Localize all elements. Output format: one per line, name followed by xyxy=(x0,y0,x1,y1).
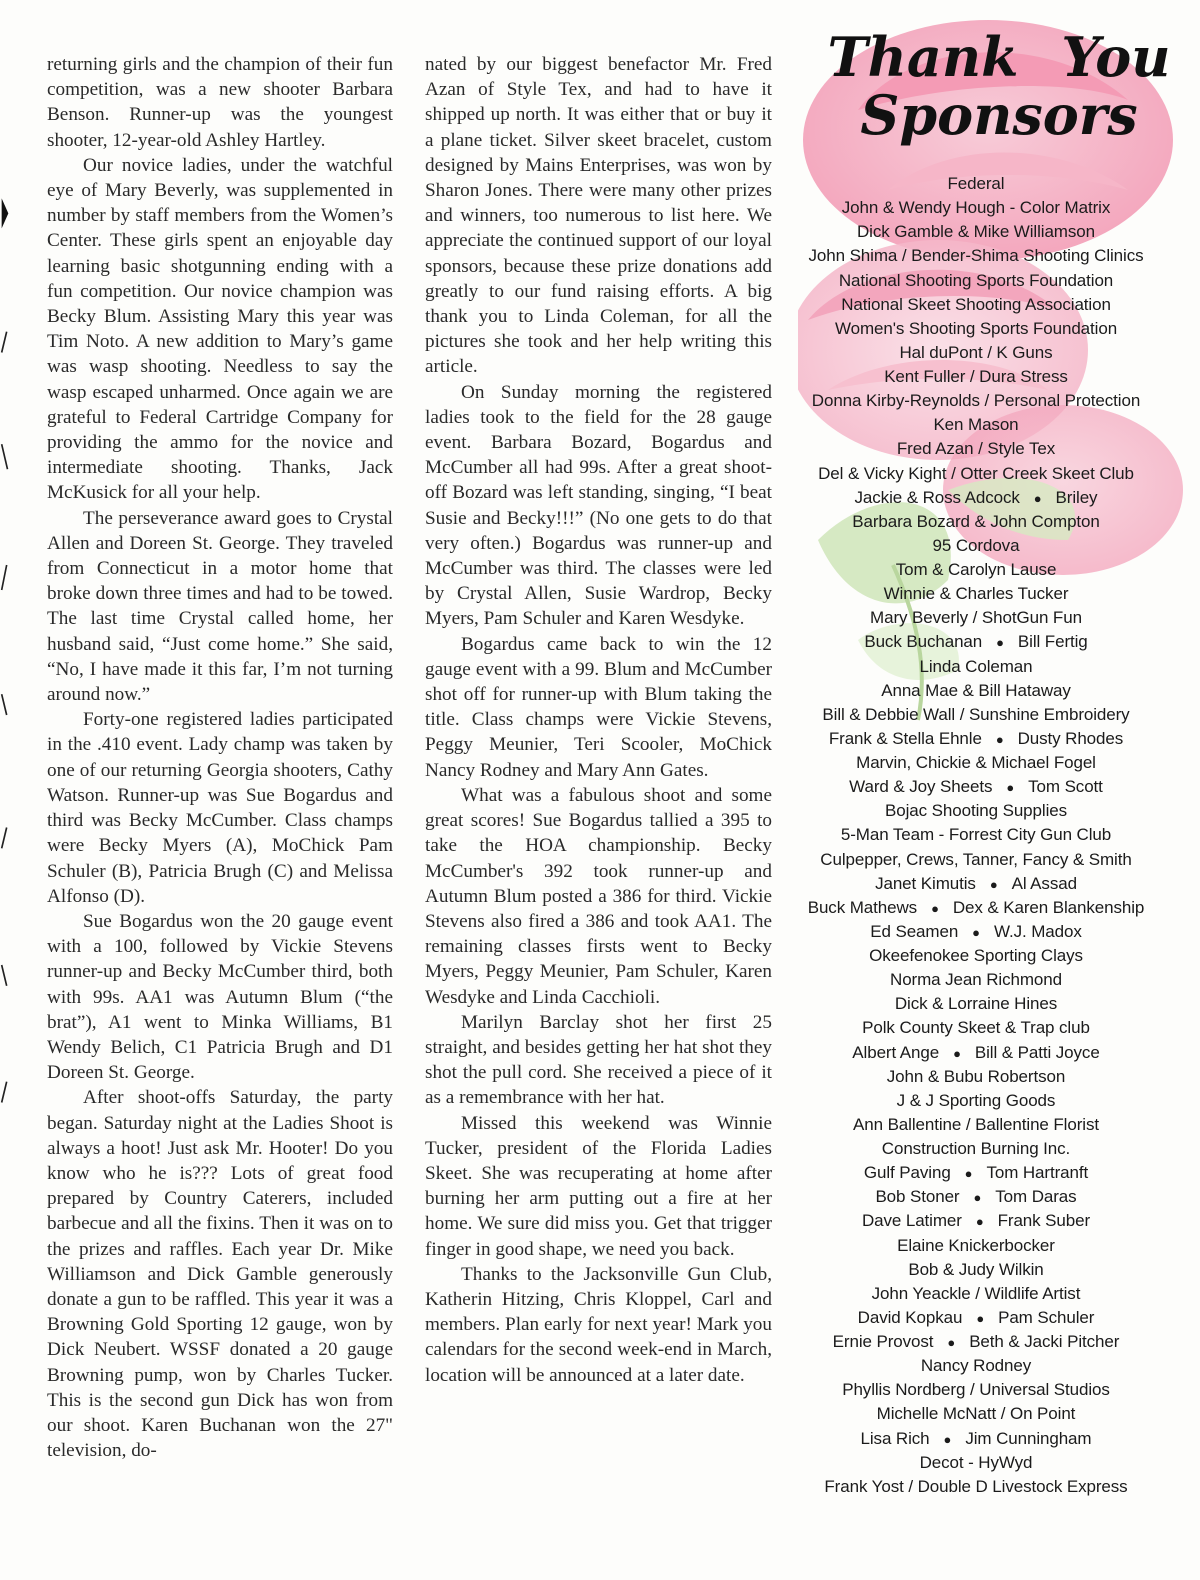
sponsor-item xyxy=(798,1161,1154,1185)
sponsor-item xyxy=(798,920,1154,944)
sponsor-name: Barbara Bozard & John Compton xyxy=(852,511,1100,531)
paragraph: The perseverance award goes to Crystal Allen and Doreen St. George. They traveled from Connecticut in a motor home that broke down three times and had to be towed. The last time Crystal called home, her husband said, “Just come home.” She said, “No, I have made it this far, I’m not turning around now.” xyxy=(47,507,393,706)
sponsor-name: Norma Jean Richmond xyxy=(890,970,1062,990)
sponsor-name: Tom & Carolyn Lause xyxy=(895,560,1057,579)
sponsor-name: Frank Yost / Double D Livestock Express xyxy=(824,1476,1128,1496)
sponsor-name: Lisa Rich xyxy=(860,1428,930,1448)
sponsor-name: Linda Coleman xyxy=(919,656,1033,676)
sponsor-item xyxy=(798,1234,1154,1258)
sponsor-name: Bob & Judy Wilkin xyxy=(908,1259,1044,1279)
sponsor-name: Beth & Jacki Pitcher xyxy=(969,1332,1120,1351)
sponsor-item xyxy=(798,437,1154,461)
sponsor-name: Bill & Patti Joyce xyxy=(974,1042,1100,1062)
sponsor-item xyxy=(798,558,1154,582)
article-column-2 xyxy=(425,52,772,1388)
sponsor-item xyxy=(798,823,1154,847)
sponsor-name: National Skeet Shooting Association xyxy=(841,294,1111,314)
bullet-separator: ● xyxy=(943,1431,952,1447)
sponsor-item xyxy=(798,510,1154,534)
sponsor-name: Dex & Karen Blankenship xyxy=(952,897,1145,917)
sponsor-name: Gulf Paving xyxy=(863,1163,951,1183)
sponsor-item xyxy=(798,172,1154,196)
sponsor-name: Michelle McNatt / On Point xyxy=(876,1404,1076,1424)
sponsor-name: Ann Ballentine / Ballentine Florist xyxy=(853,1114,1099,1134)
sponsor-name: Dick Gamble & Mike Williamson xyxy=(857,222,1095,242)
sponsor-name: John & Wendy Hough - Color Matrix xyxy=(841,198,1111,218)
sponsor-item xyxy=(798,462,1154,486)
sponsor-name: Tom Scott xyxy=(1028,777,1103,797)
sponsor-name: Tom Daras xyxy=(995,1187,1077,1207)
paragraph: Forty-one registered ladies participated in the .410 event. Lady champ was taken by one of our returning Georgia shooters, Cathy Watson. Runner-up was Sue Bogardus and third was Becky McCumber. Class champs were Becky Myers (A), MoChick Pam Schuler (B), Patricia Brugh (C) and Melissa Alfonso (D). xyxy=(47,709,393,907)
sponsor-item xyxy=(798,799,1154,823)
sponsor-name: John & Bubu Robertson xyxy=(886,1066,1066,1086)
sponsor-name: Construction Burning Inc. xyxy=(881,1139,1071,1158)
binding-marks xyxy=(0,90,10,1390)
sponsor-item xyxy=(798,751,1154,775)
sponsor-item xyxy=(798,1402,1154,1426)
sponsor-name: Tom Hartranft xyxy=(986,1163,1089,1183)
sponsor-item xyxy=(798,896,1154,920)
sponsor-item xyxy=(798,606,1154,630)
sponsor-item xyxy=(798,968,1154,992)
bullet-separator: ● xyxy=(1033,490,1042,506)
sponsor-item xyxy=(798,293,1154,317)
bullet-separator: ● xyxy=(989,876,998,892)
sponsor-name: Dave Latimer xyxy=(861,1211,962,1231)
sponsor-name: John Shima / Bender-Shima Shooting Clinics xyxy=(808,246,1144,266)
sponsor-name: Frank Suber xyxy=(997,1211,1091,1231)
sponsor-item xyxy=(798,341,1154,365)
sponsors-panel xyxy=(798,20,1200,1550)
bullet-separator: ● xyxy=(975,1214,984,1230)
sponsor-item xyxy=(798,1137,1154,1161)
sponsor-item xyxy=(798,1089,1154,1113)
sponsor-item xyxy=(798,630,1154,654)
sponsor-name: Dusty Rhodes xyxy=(1017,728,1124,748)
paragraph: What was a fabulous shoot and some great scores! Sue Bogardus tallied a 395 to take the HOA championship. Becky McCumber's 392 took runner-up and Autumn Blum posted a 386 for third. Vickie Stevens also fired a 386 and took AA1. The remaining classes firsts went to Becky Myers, Peggy Meunier, Pam Schuler, Karen Wesdyke and Linda Cacchioli. xyxy=(425,784,772,1008)
paragraph: Marilyn Barclay shot her first 25 straight, and besides getting her hat shot they shot the pull cord. She received a piece of it as a remembrance with her hat. xyxy=(425,1011,772,1109)
sponsor-item xyxy=(798,486,1154,510)
sponsor-item xyxy=(798,1016,1154,1040)
sponsor-name: Dick & Lorraine Hines xyxy=(894,994,1058,1014)
sponsor-name: Women's Shooting Sports Foundation xyxy=(834,318,1118,338)
sponsor-item xyxy=(798,1306,1154,1330)
sponsor-name: Ken Mason xyxy=(933,415,1019,435)
sponsor-name: Albert Ange xyxy=(852,1042,940,1062)
sponsor-item xyxy=(798,196,1154,220)
sponsor-name: Ward & Joy Sheets xyxy=(849,777,993,797)
sponsor-item xyxy=(798,1427,1154,1451)
sponsor-name: Al Assad xyxy=(1011,873,1077,893)
sponsor-name: Bojac Shooting Supplies xyxy=(885,801,1067,821)
sponsor-name: Pam Schuler xyxy=(998,1307,1095,1327)
sponsor-item xyxy=(798,872,1154,896)
sponsor-item xyxy=(798,389,1154,413)
paragraph: Missed this weekend was Winnie Tucker, president of the Florida Ladies Skeet. She was recuperating at home after burning her arm putting out a fire at her home. We sure did miss you. Get that trigger finger in good shape, we need you back. xyxy=(425,1112,772,1260)
bullet-separator: ● xyxy=(947,1335,956,1350)
sponsor-item xyxy=(798,1282,1154,1306)
sponsor-item xyxy=(798,1209,1154,1233)
sponsor-item xyxy=(798,1330,1154,1354)
sponsor-name: Federal xyxy=(947,174,1005,193)
bullet-separator: ● xyxy=(972,924,980,940)
bullet-separator: ● xyxy=(964,1166,973,1182)
sponsor-name: Decot - HyWyd xyxy=(919,1452,1033,1472)
sponsor-item xyxy=(798,269,1154,293)
paragraph: Our novice ladies, under the watchful eye of Mary Beverly, was supplemented in number by staff members from the Women’s Center. These girls spent an enjoyable day learning basic shotgunning ending with a fun competition. Our novice champion was Becky Blum. Assisting Mary this year was Tim Noto. A new addition to Mary’s game was wasp shooting. Needless to say the wasp escaped unharmed. Once again we are grateful to Federal Cartridge Company for providing the ammo for the novice and intermediate shooting. Thanks, Jack McKusick for all your help. xyxy=(47,154,393,504)
bullet-separator: ● xyxy=(976,1310,985,1326)
paragraph: After shoot-offs Saturday, the party began. Saturday night at the Ladies Shoot is always a hoot! Just ask Mr. Hooter! Do you know who he is??? Lots of great food prepared by Country Caterers, included barbecue and all the fixins. Then it was on to the prizes and raffles. Each year Dr. Mike Williamson and Dick Gamble generously donate a gun to be raffled. This year it was a Browning Gold Sporting 12 gauge, won by Dick Neubert. WSSF donated a 20 gauge Browning pump, won by Charles Tucker. This is the second gun Dick has won from our shoot. Karen Buchanan won the 27" television, do- xyxy=(47,1087,393,1462)
sponsor-item xyxy=(798,365,1154,389)
paragraph: returning girls and the champion of their fun competition, was a new shooter Barbara Benson. Runner-up was the youngest shooter, 12-year-old Ashley Hartley. xyxy=(47,54,393,151)
sponsor-name: National Shooting Sports Foundation xyxy=(838,270,1114,290)
sponsor-name: John Yeackle / Wildlife Artist xyxy=(871,1283,1081,1303)
sponsor-name: Kent Fuller / Dura Stress xyxy=(884,367,1068,386)
sponsor-item xyxy=(798,1185,1154,1209)
sponsor-name: David Kopkau xyxy=(857,1307,963,1327)
sponsor-item xyxy=(798,1065,1154,1089)
bullet-separator: ● xyxy=(996,635,1004,651)
sponsor-name: Ernie Provost xyxy=(832,1332,934,1351)
sponsor-name: Okeefenokee Sporting Clays xyxy=(869,946,1083,965)
sponsor-item xyxy=(798,1354,1154,1378)
sponsor-name: Bill Fertig xyxy=(1017,632,1088,652)
sponsor-name: Buck Mathews xyxy=(807,897,918,917)
sponsor-item xyxy=(798,220,1154,244)
sponsor-name: Buck Buchanan xyxy=(864,632,983,652)
bullet-separator: ● xyxy=(931,900,939,916)
sponsor-name: Polk County Skeet & Trap club xyxy=(862,1018,1090,1038)
bullet-separator: ● xyxy=(973,1190,982,1206)
sponsor-name: J & J Sporting Goods xyxy=(896,1090,1056,1110)
paragraph: Thanks to the Jacksonville Gun Club, Katherin Hitzing, Chris Kloppel, Carl and members. Plan early for next year! Mark you calendars for the second week-end in March, location will be announced at a later date. xyxy=(425,1263,772,1386)
sponsor-item xyxy=(798,1041,1154,1065)
sponsor-name: Marvin, Chickie & Michael Fogel xyxy=(856,753,1096,772)
sponsor-name: Hal duPont / K Guns xyxy=(899,342,1053,362)
sponsor-name: Elaine Knickerbocker xyxy=(897,1235,1055,1255)
article-column-1 xyxy=(47,52,393,1463)
bullet-separator: ● xyxy=(995,731,1004,747)
paragraph: Sue Bogardus won the 20 gauge event with a 100, followed by Vickie Stevens runner-up and Becky McCumber third, both with 99s. AA1 was Autumn Blum (“the brat”), A1 went to Minka Williams, B1 Wendy Belich, C1 Patricia Brugh and D1 Doreen St. George. xyxy=(47,910,393,1084)
paragraph: Bogardus came back to win the 12 gauge event with a 99. Blum and McCumber shot off for runner-up with Blum taking the title. Class champs were Vickie Stevens, Peggy Meunier, Teri Scooler, MoChick Nancy Rodney and Mary Ann Gates. xyxy=(425,633,772,781)
paragraph: On Sunday morning the registered ladies took to the field for the 28 gauge event. Barbara Bozard, Bogardus and McCumber all had 99s. After a great shoot-off Bozard was left standing, singing, “I beat Susie and Becky!!!” (No one gets to do that very often.) Bogardus was runner-up and McCumber was third. The classes were led by Crystal Allen, Susie Wardrop, Becky Myers, Pam Schuler and Karen Wesdyke. xyxy=(425,381,772,630)
sponsor-item xyxy=(798,317,1154,341)
bullet-separator: ● xyxy=(953,1045,961,1061)
sponsor-item xyxy=(798,1451,1154,1475)
sponsor-item xyxy=(798,413,1154,437)
sponsor-name: Mary Beverly / ShotGun Fun xyxy=(870,608,1082,628)
sponsor-name: W.J. Madox xyxy=(993,921,1082,941)
sponsor-item xyxy=(798,679,1154,703)
sponsor-name: Ed Seamen xyxy=(870,921,959,941)
sponsor-item xyxy=(798,244,1154,268)
sponsor-name: 5-Man Team - Forrest City Gun Club xyxy=(840,825,1112,845)
sponsor-name: Anna Mae & Bill Hataway xyxy=(881,680,1071,700)
sponsor-name: Briley xyxy=(1055,487,1098,507)
sponsor-name: Winnie & Charles Tucker xyxy=(883,584,1069,604)
sponsor-name: Janet Kimutis xyxy=(875,873,976,893)
sponsor-item xyxy=(798,1475,1154,1499)
sponsor-item xyxy=(798,775,1154,799)
sponsor-name: 95 Cordova xyxy=(932,535,1020,555)
sponsor-name: Jim Cunningham xyxy=(965,1428,1092,1448)
sponsor-heading xyxy=(798,25,1200,147)
sponsor-name: Bob Stoner xyxy=(875,1187,960,1207)
sponsor-item xyxy=(798,848,1154,872)
sponsor-name: Bill & Debbie Wall / Sunshine Embroidery xyxy=(822,704,1130,724)
sponsor-list xyxy=(798,172,1154,1499)
sponsor-item xyxy=(798,1258,1154,1282)
sponsor-name: Del & Vicky Kight / Otter Creek Skeet Club xyxy=(818,463,1134,483)
sponsor-item xyxy=(798,582,1154,606)
sponsor-item xyxy=(798,727,1154,751)
sponsor-name: Phyllis Nordberg / Universal Studios xyxy=(842,1380,1110,1400)
sponsor-name: Jackie & Ross Adcock xyxy=(854,487,1020,507)
sponsor-item xyxy=(798,944,1154,968)
sponsor-item xyxy=(798,655,1154,679)
sponsor-item xyxy=(798,703,1154,727)
sponsor-item xyxy=(798,1113,1154,1137)
sponsor-item xyxy=(798,1378,1154,1402)
sponsor-item xyxy=(798,534,1154,558)
sponsor-name: Fred Azan / Style Tex xyxy=(896,439,1056,459)
heading-line-1: Thank You xyxy=(827,25,1171,89)
paragraph: nated by our biggest benefactor Mr. Fred Azan of Style Tex, and had to have it shipped up north. It was either that or buy it a plane ticket. Silver skeet bracelet, custom designed by Mains Enterprises, was won by Sharon Jones. There were many other prizes and winners, too numerous to list here. We appreciate the continued support of our loyal sponsors, because these prize donations add greatly to our fund raising efforts. A big thank you to Linda Coleman, for all the pictures she took and her help writing this article. xyxy=(425,54,772,378)
bullet-separator: ● xyxy=(1006,780,1015,796)
sponsor-item xyxy=(798,992,1154,1016)
heading-line-2: Sponsors xyxy=(860,83,1138,147)
sponsor-name: Nancy Rodney xyxy=(920,1356,1032,1376)
sponsor-name: Frank & Stella Ehnle xyxy=(828,728,982,748)
sponsor-name: Culpepper, Crews, Tanner, Fancy & Smith xyxy=(820,849,1132,869)
sponsor-name: Donna Kirby-Reynolds / Personal Protection xyxy=(811,391,1141,411)
